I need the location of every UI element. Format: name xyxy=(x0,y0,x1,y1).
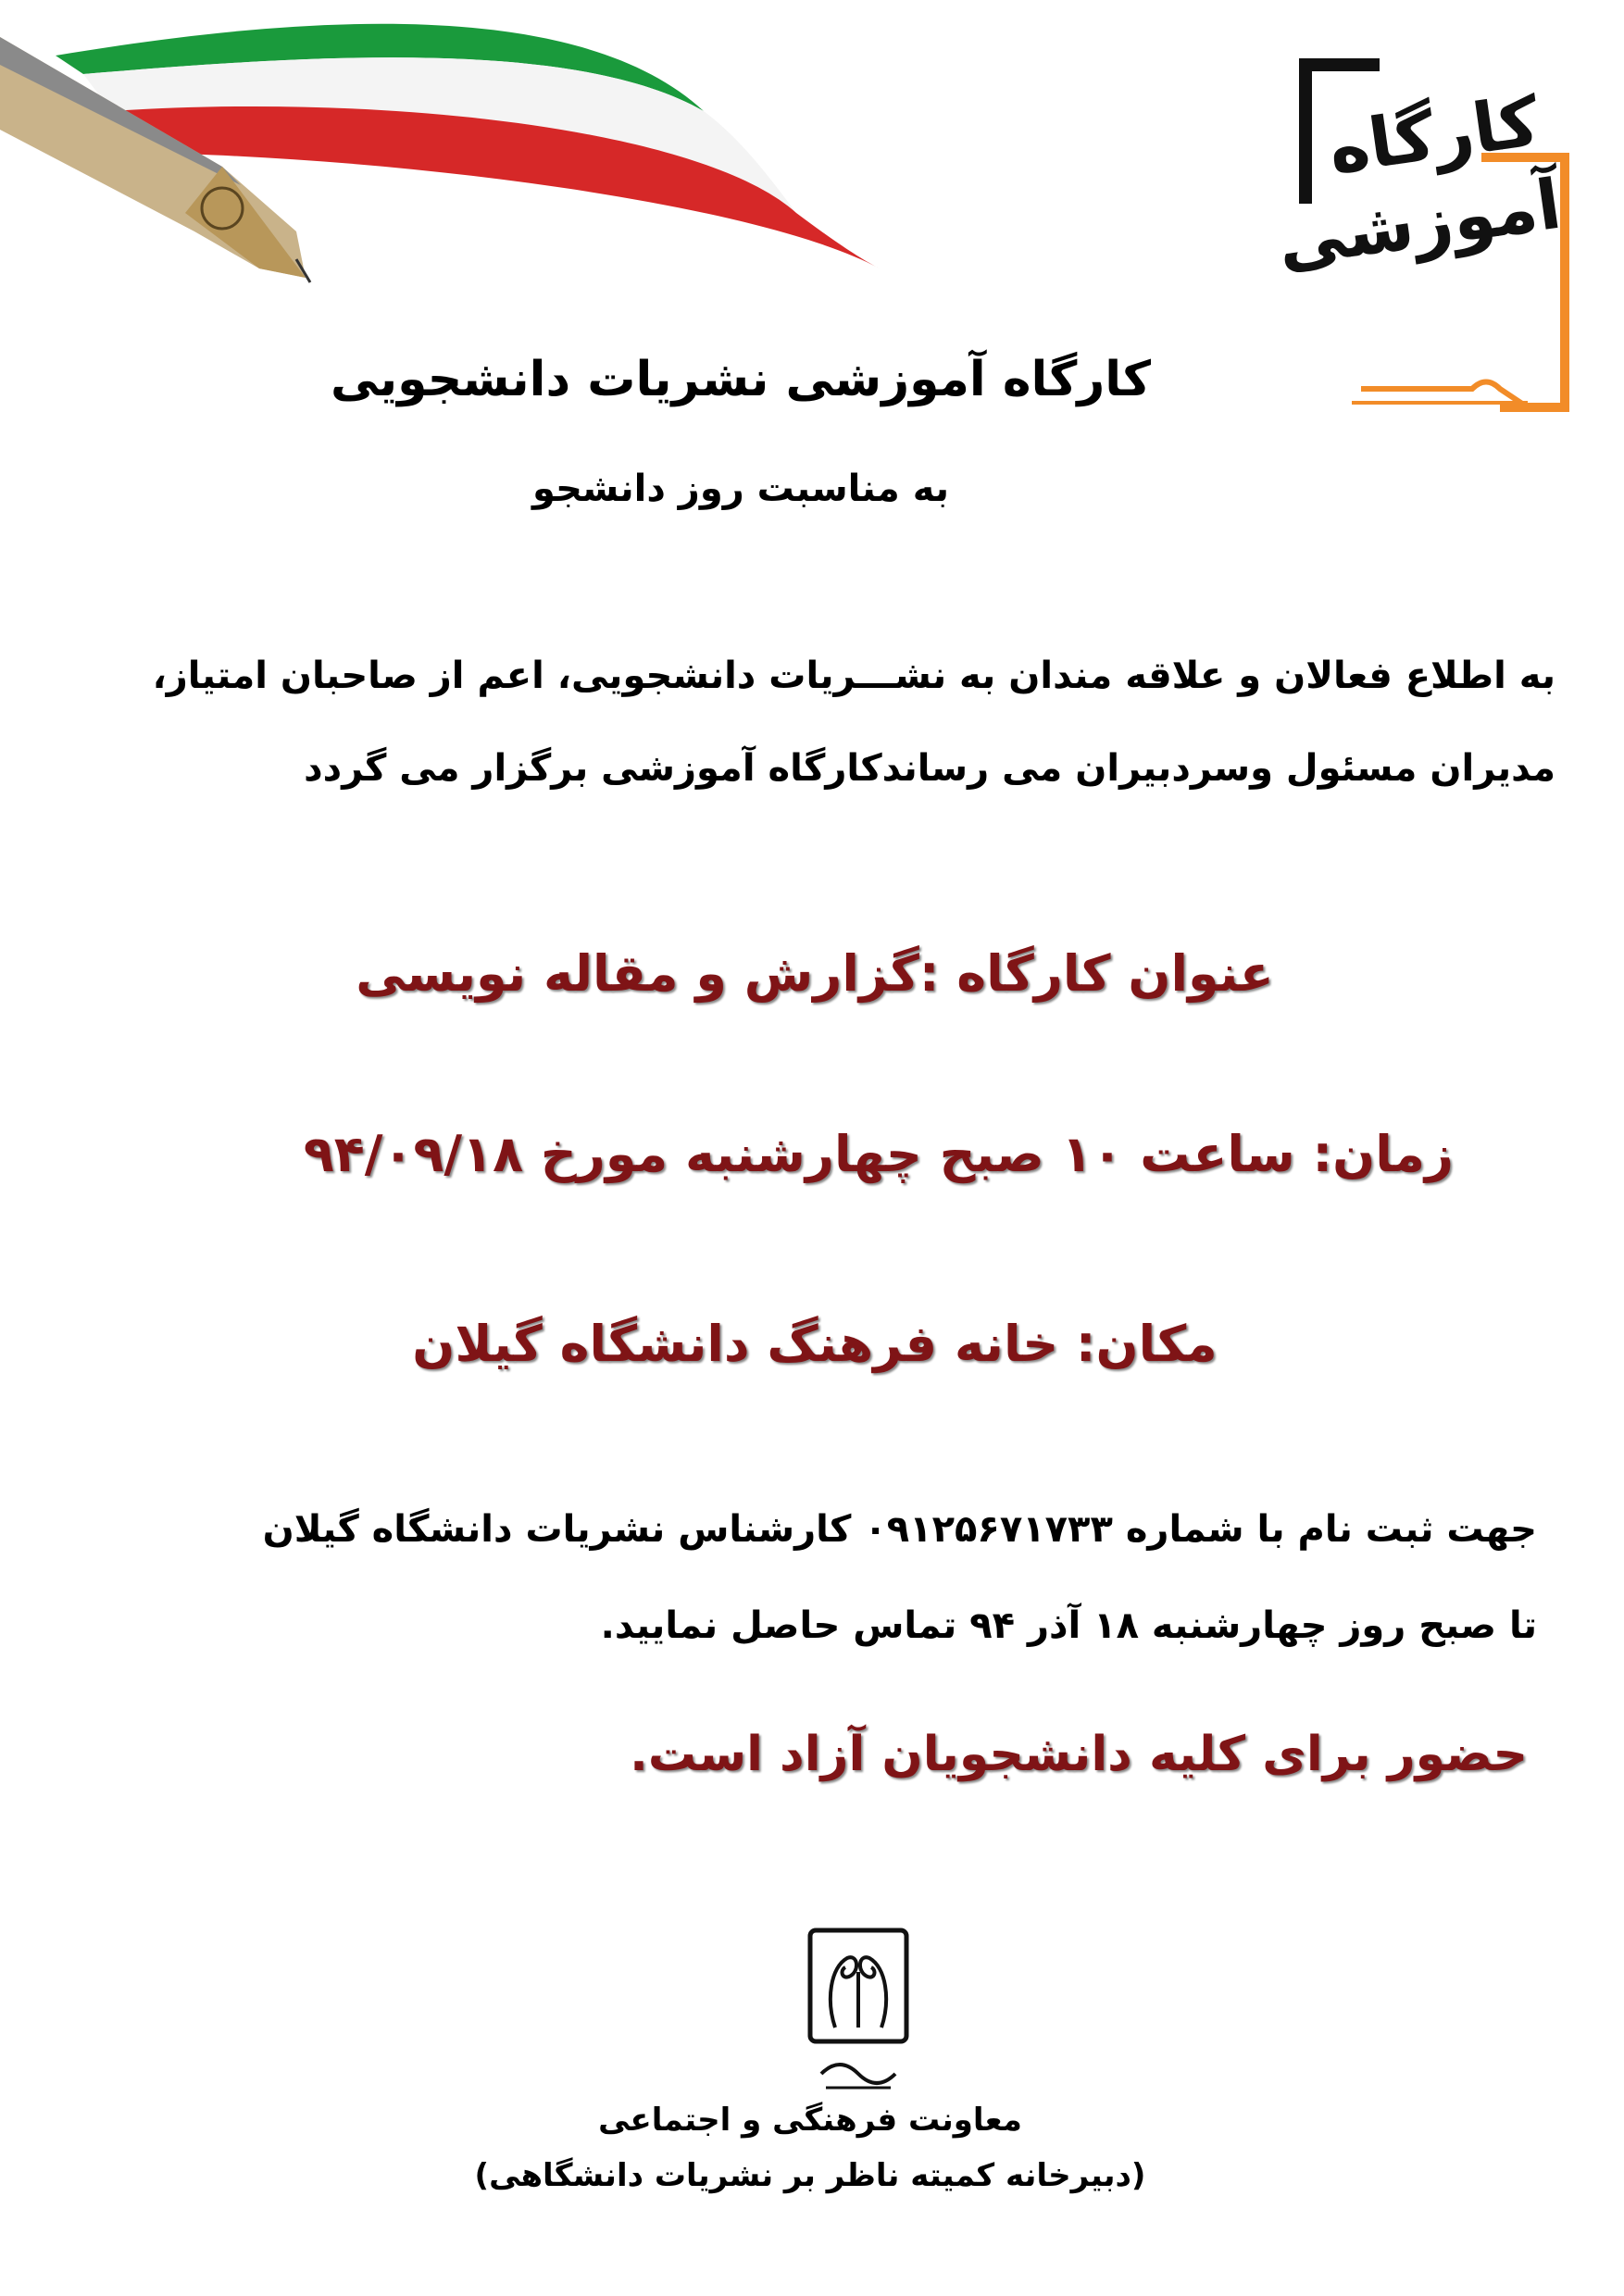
footer-secretariat: (دبیرخانه کمیته ناظر بر نشریات دانشگاهی) xyxy=(474,2157,1146,2194)
intro-paragraph xyxy=(74,630,1555,815)
pen-flag-illustration xyxy=(0,0,889,296)
page-title: کارگاه آموزشی نشریات دانشجویی xyxy=(330,352,1152,407)
attendance-note: حضور برای کلیه دانشجویان آزاد است. xyxy=(630,1727,1528,1782)
workshop-logo xyxy=(1272,56,1593,435)
logo-text: کارگاه آموزشی xyxy=(1272,81,1567,283)
intro-line-1: به اطلاع فعالان و علاقه مندان به نشـــریات دانشجویی، اعم از صاحبان امتیاز، xyxy=(152,655,1555,697)
page-subtitle: به مناسبت روز دانشجو xyxy=(532,468,949,510)
registration-info xyxy=(93,1481,1537,1674)
workshop-title: عنوان کارگاه :گزارش و مقاله نویسی xyxy=(356,944,1274,1003)
workshop-time: زمان: ساعت ۱۰ صبح چهارشنبه مورخ ۹۴/۰۹/۱۸ xyxy=(303,1125,1454,1183)
workshop-place: مکان: خانه فرهنگ دانشگاه گیلان xyxy=(412,1315,1218,1373)
registration-line-2: تا صبح روز چهارشنبه ۱۸ آذر ۹۴ تماس حاصل نمایید. xyxy=(600,1604,1537,1647)
registration-line-1: جهت ثبت نام با شماره ۰۹۱۲۵۶۷۱۷۳۳ کارشناس نشریات دانشگاه گیلان xyxy=(262,1508,1537,1551)
intro-line-2: مدیران مسئول وسردبیران می رساندکارگاه آموزشی برگزار می گردد xyxy=(304,747,1555,790)
university-emblem-icon xyxy=(803,1926,914,2102)
footer-department: معاونت فرهنگی و اجتماعی xyxy=(598,2102,1022,2139)
